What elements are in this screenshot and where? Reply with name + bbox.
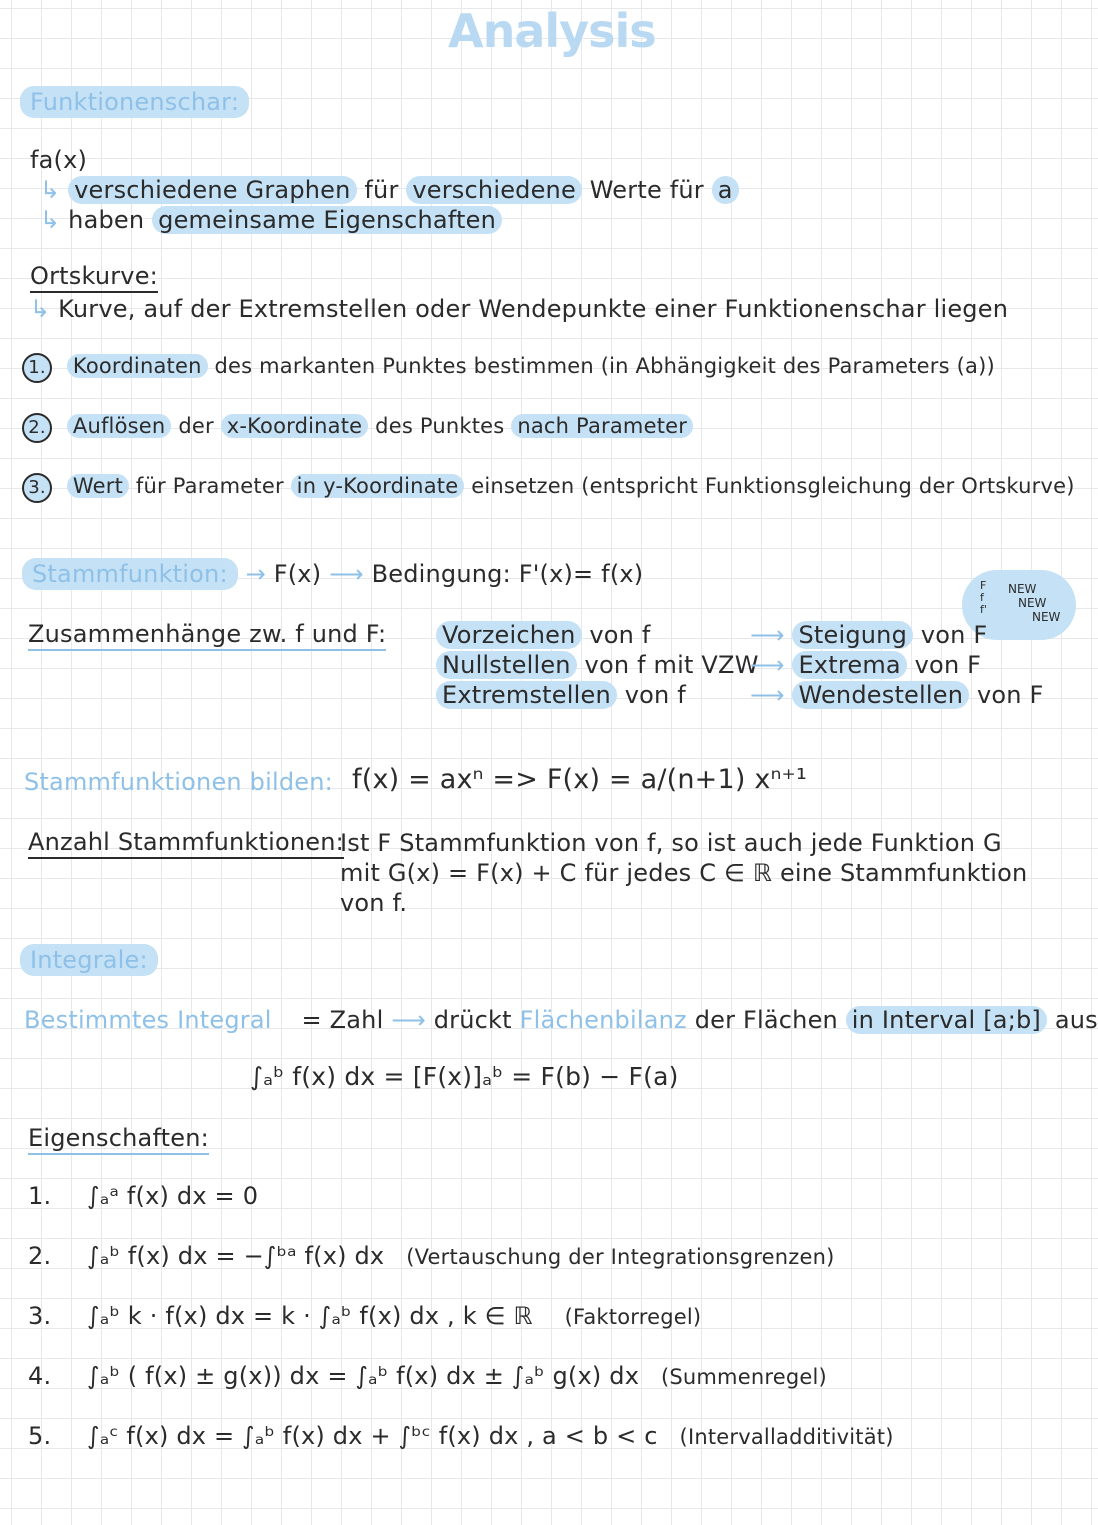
definite-integral-formula: ∫ₐᵇ f(x) dx = [F(x)]ₐᵇ = F(b) − F(a) bbox=[250, 1062, 679, 1091]
zusammenhaenge-label: Zusammenhänge zw. f und F: bbox=[28, 620, 386, 651]
property-5: 5. ∫ₐᶜ f(x) dx = ∫ₐᵇ f(x) dx + ∫ᵇᶜ f(x) dx , a < b < c (Intervalladditivität) bbox=[28, 1422, 894, 1450]
page-title: Analysis bbox=[448, 4, 656, 58]
power-rule-formula: f(x) = axⁿ => F(x) = a/(n+1) xⁿ⁺¹ bbox=[352, 764, 808, 795]
section-heading-stammfunktion: Stammfunktion: bbox=[22, 558, 238, 590]
sticker-letters: F f f' bbox=[980, 579, 987, 616]
arrow-right-icon: ⟶ bbox=[750, 621, 793, 649]
section-heading-ortskurve: Ortskurve: bbox=[30, 262, 158, 293]
stammfunktionen-bilden-label: Stammfunktionen bilden: bbox=[24, 768, 333, 796]
sticker-new-text: NEW NEW NEW bbox=[1008, 582, 1061, 624]
arrow-right-icon: ⟶ bbox=[750, 651, 793, 679]
ortskurve-step-2: 2. Auflösen der x-Koordinate des Punktes nach Parameter bbox=[22, 413, 693, 443]
hook-arrow-icon: ↳ bbox=[40, 206, 61, 234]
zusammenhaenge-left: Vorzeichen von f Nullstellen von f mit VZW Extremstellen von f bbox=[436, 620, 759, 710]
anzahl-text: Ist F Stammfunktion von f, so ist auch jede Funktion G mit G(x) = F(x) + C für jedes C ∈ ℝ eine Stammfunktion von f. bbox=[340, 829, 1028, 917]
anzahl-label: Anzahl Stammfunktionen: bbox=[28, 828, 344, 859]
funktionenschar-line-1: ↳ verschiedene Graphen für verschiedene Werte für a bbox=[40, 176, 739, 204]
arrow-right-icon: ⟶ bbox=[750, 681, 793, 709]
section-heading-funktionenschar: Funktionenschar: bbox=[20, 86, 249, 118]
eigenschaften-label: Eigenschaften: bbox=[28, 1124, 209, 1155]
ortskurve-step-1: 1. Koordinaten des markanten Punktes bestimmen (in Abhängigkeit des Parameters (a)) bbox=[22, 353, 995, 383]
section-heading-integrale: Integrale: bbox=[20, 944, 158, 976]
funktionenschar-line-2: ↳ haben gemeinsame Eigenschaften bbox=[40, 206, 502, 234]
ortskurve-step-3: 3. Wert für Parameter in y-Koordinate einsetzen (entspricht Funktionsgleichung der Ortskurve) bbox=[22, 473, 1075, 503]
function-family-label: fa(x) bbox=[30, 146, 88, 174]
bestimmtes-integral-row: Bestimmtes Integral = Zahl ⟶ drückt Flächenbilanz der Flächen in Interval [a;b] aus bbox=[24, 1006, 1098, 1034]
arrow-right-icon: → bbox=[245, 560, 274, 588]
property-4: 4. ∫ₐᵇ ( f(x) ± g(x)) dx = ∫ₐᵇ f(x) dx ± ∫ₐᵇ g(x) dx (Summenregel) bbox=[28, 1362, 827, 1390]
arrow-right-icon: ⟶ bbox=[329, 560, 372, 588]
stammfunktion-row: Stammfunktion: → F(x) ⟶ Bedingung: F'(x)= f(x) bbox=[22, 560, 643, 588]
arrow-right-icon: ⟶ bbox=[391, 1006, 434, 1034]
property-1: 1. ∫ₐᵃ f(x) dx = 0 bbox=[28, 1182, 259, 1210]
zusammenhaenge-right: ⟶ Steigung von F ⟶ Extrema von F ⟶ Wendestellen von F bbox=[750, 621, 1044, 709]
hook-arrow-icon: ↳ bbox=[30, 295, 51, 323]
hook-arrow-icon: ↳ bbox=[40, 176, 61, 204]
ortskurve-definition: ↳ Kurve, auf der Extremstellen oder Wendepunkte einer Funktionenschar liegen bbox=[30, 295, 1009, 323]
property-2: 2. ∫ₐᵇ f(x) dx = −∫ᵇᵃ f(x) dx (Vertauschung der Integrationsgrenzen) bbox=[28, 1242, 835, 1270]
property-3: 3. ∫ₐᵇ k · f(x) dx = k · ∫ₐᵇ f(x) dx , k ∈ ℝ (Faktorregel) bbox=[28, 1302, 702, 1330]
